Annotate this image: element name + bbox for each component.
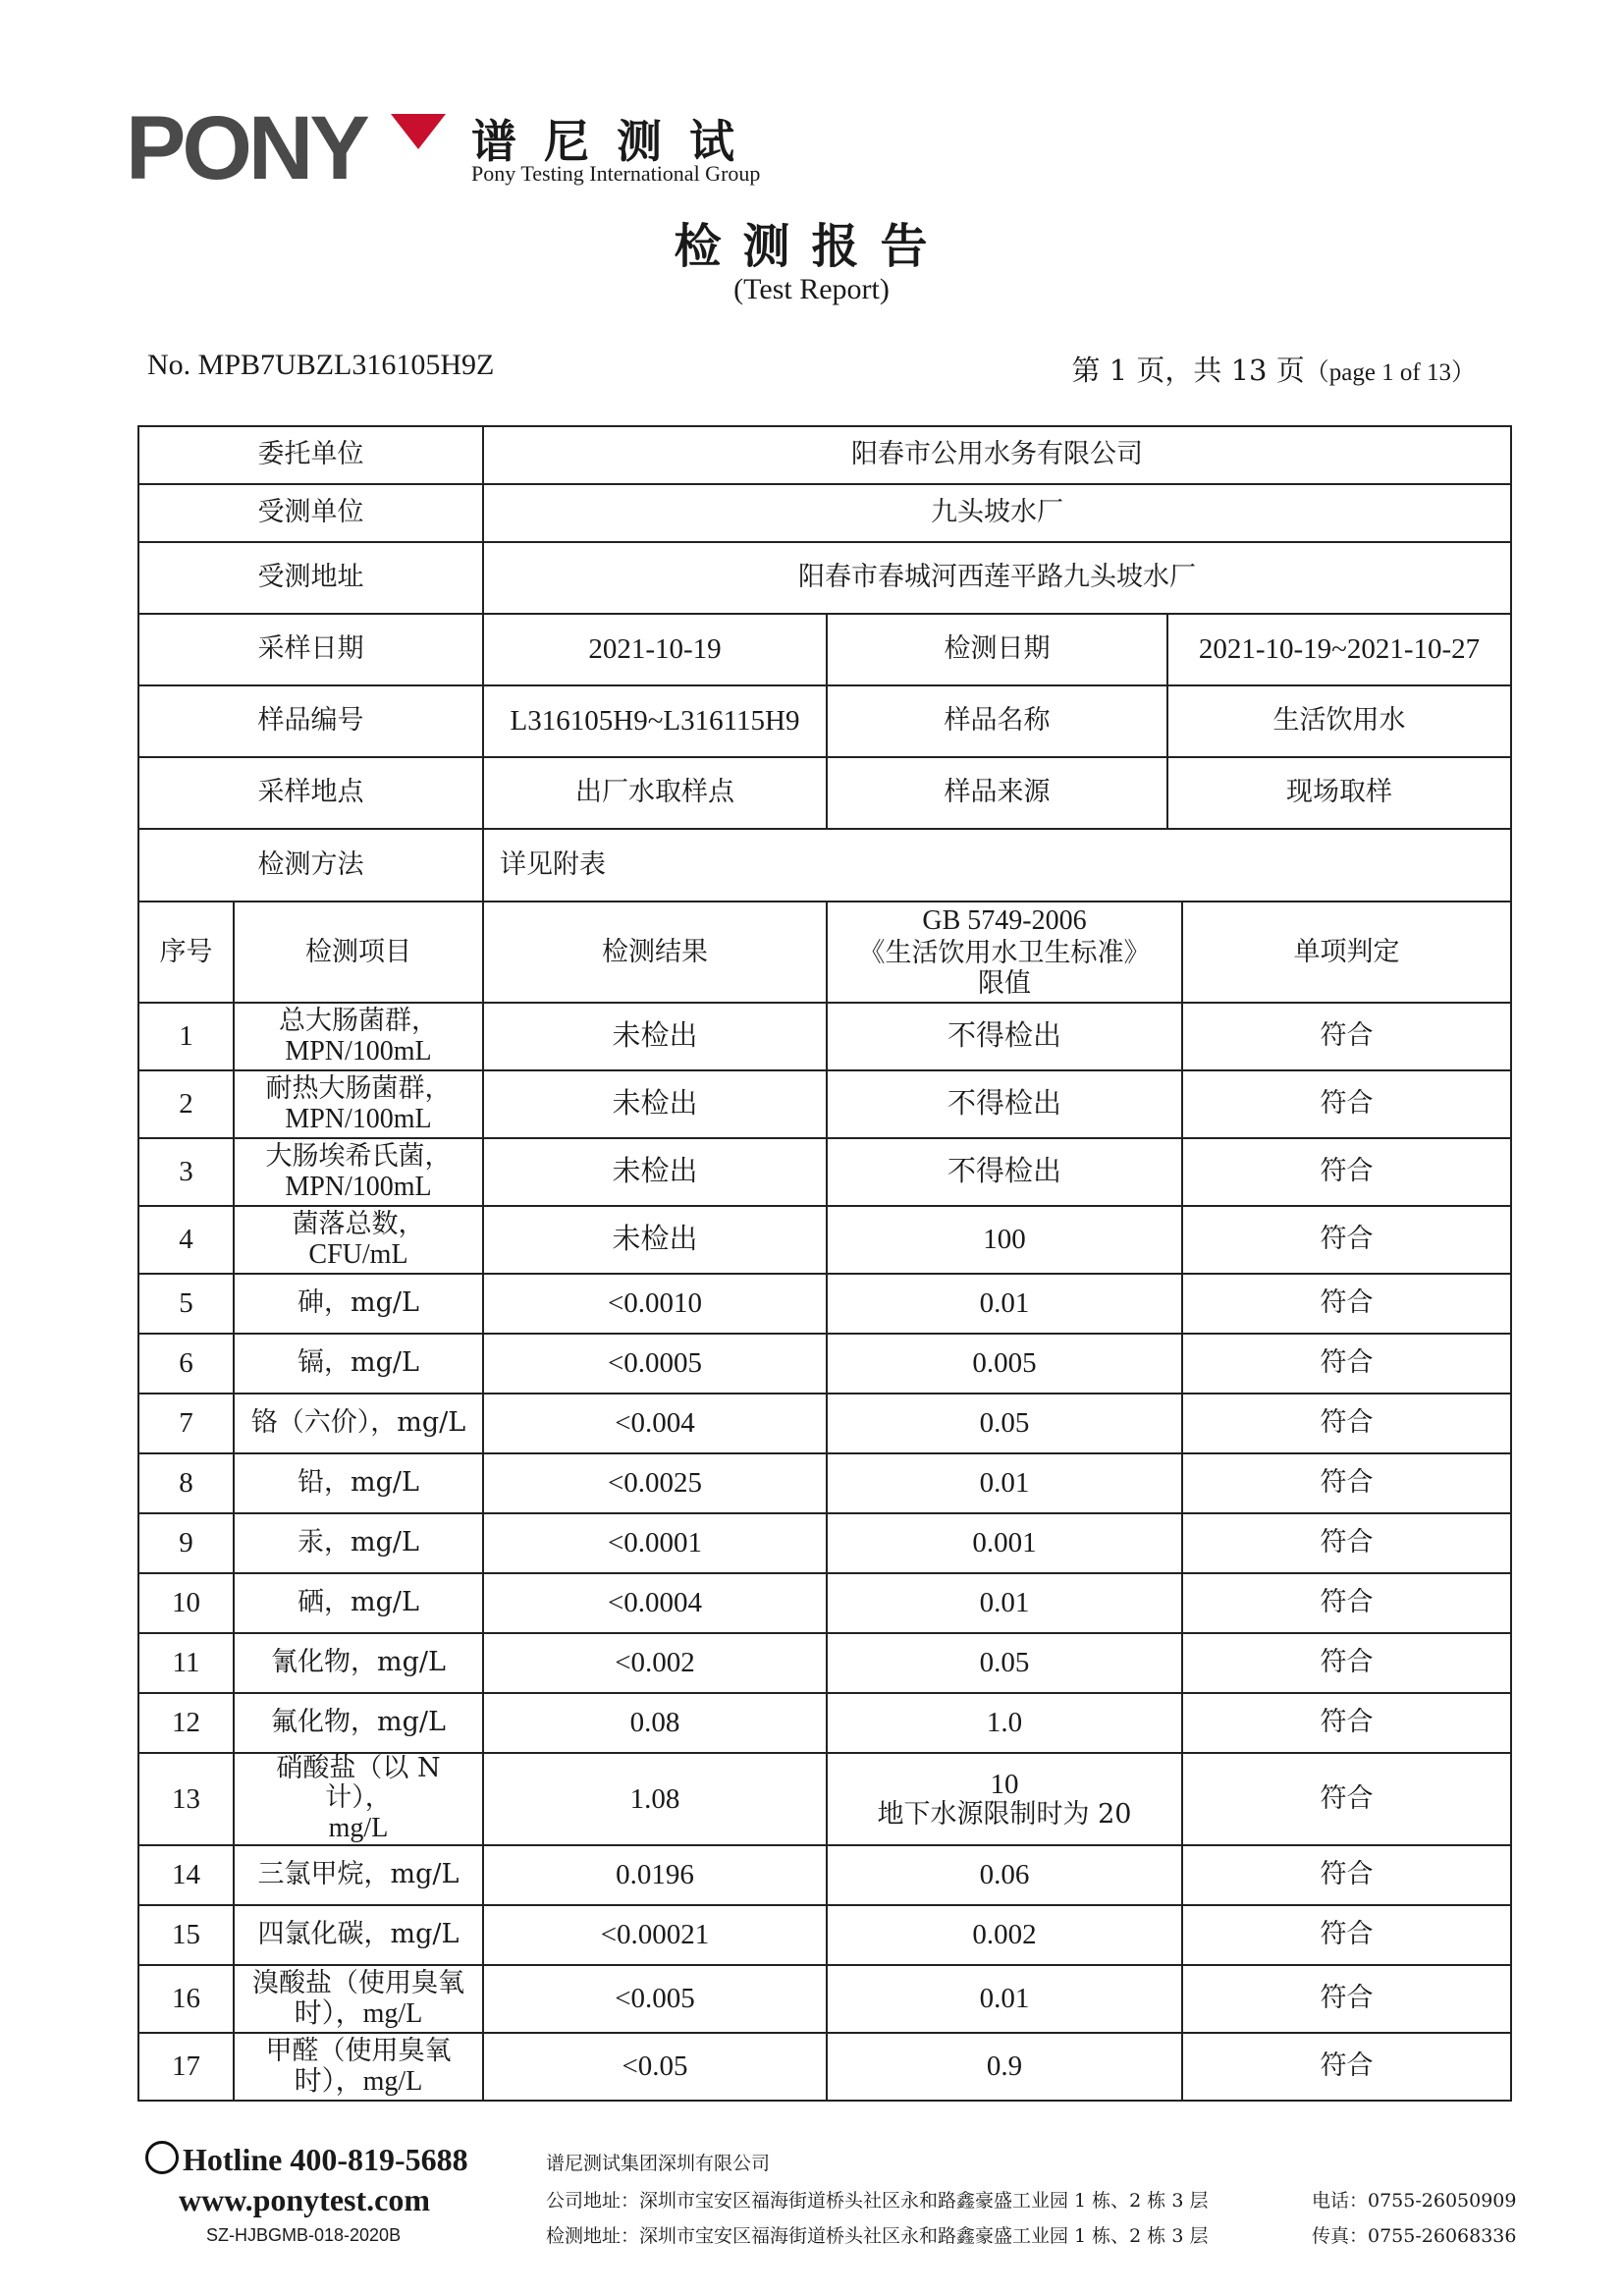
row-item-line1: 砷，mg/L bbox=[298, 1287, 419, 1319]
row-item-line1: 甲醛（使用臭氧 bbox=[265, 2035, 452, 2066]
row-result: <0.005 bbox=[483, 1965, 827, 2033]
col-header-limit bbox=[827, 902, 1182, 1003]
row-item-line1: 菌落总数， bbox=[292, 1208, 425, 1239]
row-number: 17 bbox=[138, 2033, 234, 2101]
table-row bbox=[138, 1070, 1511, 1138]
page-subtitle: (Test Report) bbox=[733, 273, 890, 305]
tested-unit-label: 受测单位 bbox=[138, 484, 483, 542]
row-result: 0.08 bbox=[483, 1693, 827, 1753]
table-row bbox=[138, 1905, 1511, 1965]
info-row-site bbox=[138, 757, 1511, 829]
row-item bbox=[234, 1513, 483, 1573]
col-header-item: 检测项目 bbox=[234, 902, 483, 1003]
row-item bbox=[234, 1206, 483, 1274]
table-row bbox=[138, 1965, 1511, 2033]
row-result: <0.0010 bbox=[483, 1274, 827, 1334]
row-limit-line1: 0.01 bbox=[979, 1467, 1030, 1500]
row-limit-line2: 地下水源限制时为 20 bbox=[877, 1799, 1132, 1831]
row-item-line1: 镉，mg/L bbox=[298, 1347, 419, 1379]
row-number: 13 bbox=[138, 1753, 234, 1845]
page-footer bbox=[0, 2141, 1623, 2259]
table-row bbox=[138, 1573, 1511, 1633]
row-result: <0.00021 bbox=[483, 1905, 827, 1965]
row-number: 12 bbox=[138, 1693, 234, 1753]
limit-standard-name: 《生活饮用水卫生标准》 bbox=[858, 937, 1151, 968]
limit-standard-code: GB 5749-2006 bbox=[922, 905, 1087, 937]
row-item-line2: 时），mg/L bbox=[294, 2065, 423, 2097]
page-counter-en: （page 1 of 13） bbox=[1304, 359, 1476, 386]
row-result: <0.0001 bbox=[483, 1513, 827, 1573]
table-row bbox=[138, 2033, 1511, 2101]
row-item bbox=[234, 1394, 483, 1453]
method-label: 检测方法 bbox=[138, 829, 483, 902]
sample-no-label: 样品编号 bbox=[138, 685, 483, 757]
row-limit-line1: 0.01 bbox=[979, 1587, 1030, 1619]
row-item bbox=[234, 1965, 483, 2033]
row-item bbox=[234, 1693, 483, 1753]
row-limit bbox=[827, 1965, 1182, 2033]
row-item-line1: 铅，mg/L bbox=[298, 1467, 419, 1499]
table-row bbox=[138, 1453, 1511, 1513]
table-row bbox=[138, 1206, 1511, 1274]
table-row bbox=[138, 1334, 1511, 1394]
row-judgement: 符合 bbox=[1182, 1753, 1511, 1845]
form-code: SZ-HJBGMB-018-2020B bbox=[206, 2225, 402, 2245]
row-limit-line1: 1.0 bbox=[986, 1707, 1023, 1739]
row-result: 未检出 bbox=[483, 1070, 827, 1138]
sample-info-table bbox=[137, 425, 1512, 902]
row-item-line1: 硒，mg/L bbox=[298, 1587, 419, 1618]
row-item-line1: 硝酸盐（以 N 计）， bbox=[276, 1753, 441, 1814]
row-result: 未检出 bbox=[483, 1138, 827, 1206]
info-row-dates bbox=[138, 614, 1511, 685]
row-judgement: 符合 bbox=[1182, 1394, 1511, 1453]
footer-test-address: 检测地址：深圳市宝安区福海街道桥头社区永和路鑫豪盛工业园 1 栋、2 栋 3 层 bbox=[546, 2225, 1209, 2247]
row-item bbox=[234, 1070, 483, 1138]
results-header-row bbox=[138, 902, 1511, 1003]
row-judgement: 符合 bbox=[1182, 1845, 1511, 1905]
col-header-result: 检测结果 bbox=[483, 902, 827, 1003]
row-limit bbox=[827, 1003, 1182, 1070]
row-limit-line1: 0.06 bbox=[979, 1859, 1030, 1891]
info-row-sample bbox=[138, 685, 1511, 757]
row-limit bbox=[827, 1753, 1182, 1845]
row-number: 11 bbox=[138, 1633, 234, 1693]
table-row bbox=[138, 1003, 1511, 1070]
client-label: 委托单位 bbox=[138, 426, 483, 484]
sample-source-label: 样品来源 bbox=[827, 757, 1167, 829]
row-item bbox=[234, 1905, 483, 1965]
row-item-line2: MPN/100mL bbox=[285, 1171, 432, 1202]
row-item-line1: 耐热大肠菌群， bbox=[265, 1072, 452, 1104]
row-judgement: 符合 bbox=[1182, 1334, 1511, 1394]
row-number: 7 bbox=[138, 1394, 234, 1453]
company-name-cn: 谱尼测试 bbox=[471, 115, 762, 168]
sample-no-value: L316105H9~L316115H9 bbox=[483, 685, 827, 757]
page-counter-cn: 第 1 页，共 13 页 bbox=[1071, 354, 1305, 387]
row-result: 1.08 bbox=[483, 1753, 827, 1845]
table-row bbox=[138, 1138, 1511, 1206]
row-result: <0.004 bbox=[483, 1394, 827, 1453]
row-item bbox=[234, 1753, 483, 1845]
row-limit bbox=[827, 1453, 1182, 1513]
row-result: 未检出 bbox=[483, 1206, 827, 1274]
info-row-method bbox=[138, 829, 1511, 902]
row-number: 5 bbox=[138, 1274, 234, 1334]
row-result: <0.05 bbox=[483, 2033, 827, 2101]
row-item bbox=[234, 1003, 483, 1070]
row-item-line1: 氟化物，mg/L bbox=[271, 1707, 446, 1738]
row-number: 15 bbox=[138, 1905, 234, 1965]
row-item bbox=[234, 2033, 483, 2101]
website-link[interactable]: www.ponytest.com bbox=[179, 2182, 430, 2217]
row-item-line1: 四氯化碳，mg/L bbox=[257, 1919, 460, 1950]
row-item bbox=[234, 1334, 483, 1394]
row-limit-line1: 不得检出 bbox=[947, 1156, 1061, 1188]
row-limit-line1: 不得检出 bbox=[947, 1020, 1061, 1053]
row-number: 1 bbox=[138, 1003, 234, 1070]
row-judgement: 符合 bbox=[1182, 1003, 1511, 1070]
row-limit-line1: 0.9 bbox=[986, 2050, 1023, 2083]
row-limit-line1: 0.01 bbox=[979, 1983, 1030, 2015]
row-item bbox=[234, 1845, 483, 1905]
results-body bbox=[138, 1003, 1511, 2101]
row-limit bbox=[827, 1394, 1182, 1453]
row-judgement: 符合 bbox=[1182, 1573, 1511, 1633]
row-result: <0.002 bbox=[483, 1633, 827, 1693]
test-date-label: 检测日期 bbox=[827, 614, 1167, 685]
row-item-line1: 铬（六价），mg/L bbox=[250, 1407, 466, 1439]
row-limit-line1: 10 bbox=[990, 1768, 1019, 1800]
footer-fax: 传真：0755-26068336 bbox=[1312, 2225, 1517, 2247]
company-name-en: Pony Testing International Group bbox=[471, 161, 761, 186]
row-result: <0.0025 bbox=[483, 1453, 827, 1513]
row-item-line2: MPN/100mL bbox=[285, 1035, 432, 1066]
row-limit bbox=[827, 1693, 1182, 1753]
col-header-judgement: 单项判定 bbox=[1182, 902, 1511, 1003]
table-row bbox=[138, 1753, 1511, 1845]
row-judgement: 符合 bbox=[1182, 1693, 1511, 1753]
row-judgement: 符合 bbox=[1182, 1070, 1511, 1138]
sample-name-label: 样品名称 bbox=[827, 685, 1167, 757]
row-limit bbox=[827, 1633, 1182, 1693]
address-value: 阳春市春城河西莲平路九头坡水厂 bbox=[483, 542, 1511, 614]
row-item-line1: 氰化物，mg/L bbox=[271, 1647, 446, 1678]
page-counter bbox=[1071, 349, 1476, 389]
row-number: 3 bbox=[138, 1138, 234, 1206]
row-limit bbox=[827, 1070, 1182, 1138]
row-number: 14 bbox=[138, 1845, 234, 1905]
tested-unit-value: 九头坡水厂 bbox=[483, 484, 1511, 542]
row-limit-line1: 0.001 bbox=[972, 1527, 1037, 1559]
row-item-line1: 大肠埃希氏菌， bbox=[265, 1140, 452, 1172]
row-limit bbox=[827, 2033, 1182, 2101]
results-table bbox=[137, 901, 1512, 2102]
row-number: 9 bbox=[138, 1513, 234, 1573]
row-limit bbox=[827, 1206, 1182, 1274]
row-result: <0.0004 bbox=[483, 1573, 827, 1633]
row-number: 16 bbox=[138, 1965, 234, 2033]
info-row-client bbox=[138, 426, 1511, 484]
row-limit-line1: 0.002 bbox=[972, 1919, 1037, 1951]
phone-icon bbox=[145, 2141, 179, 2174]
row-number: 4 bbox=[138, 1206, 234, 1274]
row-limit bbox=[827, 1138, 1182, 1206]
row-limit bbox=[827, 1274, 1182, 1334]
info-row-address bbox=[138, 542, 1511, 614]
sample-name-value: 生活饮用水 bbox=[1167, 685, 1511, 757]
limit-standard-value-label: 限值 bbox=[978, 967, 1031, 999]
method-value: 详见附表 bbox=[483, 829, 1511, 902]
row-item bbox=[234, 1138, 483, 1206]
row-limit-line1: 0.05 bbox=[979, 1407, 1030, 1440]
info-row-tested-unit bbox=[138, 484, 1511, 542]
row-number: 10 bbox=[138, 1573, 234, 1633]
row-item-line2: CFU/mL bbox=[308, 1238, 408, 1270]
table-row bbox=[138, 1693, 1511, 1753]
test-date-value: 2021-10-19~2021-10-27 bbox=[1167, 614, 1511, 685]
sampling-date-value: 2021-10-19 bbox=[483, 614, 827, 685]
row-judgement: 符合 bbox=[1182, 1274, 1511, 1334]
sampling-site-label: 采样地点 bbox=[138, 757, 483, 829]
row-result: 未检出 bbox=[483, 1003, 827, 1070]
logo-wordmark: PONY bbox=[126, 108, 366, 187]
client-value: 阳春市公用水务有限公司 bbox=[483, 426, 1511, 484]
row-number: 2 bbox=[138, 1070, 234, 1138]
row-limit bbox=[827, 1513, 1182, 1573]
page-title: 检测报告 bbox=[674, 219, 949, 274]
row-judgement: 符合 bbox=[1182, 2033, 1511, 2101]
footer-company: 谱尼测试集团深圳有限公司 bbox=[546, 2153, 771, 2174]
hotline-text: Hotline 400-819-5688 bbox=[183, 2142, 468, 2177]
row-limit-line1: 100 bbox=[983, 1224, 1026, 1256]
row-result: <0.0005 bbox=[483, 1334, 827, 1394]
row-item-line1: 三氯甲烷，mg/L bbox=[257, 1859, 460, 1890]
row-limit bbox=[827, 1573, 1182, 1633]
row-limit bbox=[827, 1334, 1182, 1394]
table-row bbox=[138, 1513, 1511, 1573]
row-item-line1: 总大肠菌群， bbox=[279, 1005, 438, 1036]
row-limit-line1: 0.01 bbox=[979, 1287, 1030, 1320]
row-limit bbox=[827, 1905, 1182, 1965]
row-limit-line1: 0.005 bbox=[972, 1347, 1037, 1380]
row-judgement: 符合 bbox=[1182, 1138, 1511, 1206]
row-item bbox=[234, 1573, 483, 1633]
row-limit-line1: 不得检出 bbox=[947, 1088, 1061, 1121]
table-row bbox=[138, 1633, 1511, 1693]
footer-tel: 电话：0755-26050909 bbox=[1312, 2190, 1517, 2212]
sampling-date-label: 采样日期 bbox=[138, 614, 483, 685]
row-item bbox=[234, 1274, 483, 1334]
row-item bbox=[234, 1633, 483, 1693]
row-number: 6 bbox=[138, 1334, 234, 1394]
row-item-line2: MPN/100mL bbox=[285, 1103, 432, 1134]
footer-company-address: 公司地址：深圳市宝安区福海街道桥头社区永和路鑫豪盛工业园 1 栋、2 栋 3 层 bbox=[546, 2190, 1209, 2212]
hotline bbox=[145, 2141, 468, 2178]
row-judgement: 符合 bbox=[1182, 1513, 1511, 1573]
report-number: No. MPB7UBZL316105H9Z bbox=[147, 349, 495, 381]
row-limit-line1: 0.05 bbox=[979, 1647, 1030, 1679]
row-item-line2: 时），mg/L bbox=[294, 1997, 423, 2029]
row-judgement: 符合 bbox=[1182, 1633, 1511, 1693]
row-number: 8 bbox=[138, 1453, 234, 1513]
row-judgement: 符合 bbox=[1182, 1206, 1511, 1274]
row-result: 0.0196 bbox=[483, 1845, 827, 1905]
pony-logo-icon bbox=[126, 108, 450, 187]
sampling-site-value: 出厂水取样点 bbox=[483, 757, 827, 829]
row-item-line1: 汞，mg/L bbox=[298, 1527, 419, 1558]
col-header-no: 序号 bbox=[138, 902, 234, 1003]
sample-source-value: 现场取样 bbox=[1167, 757, 1511, 829]
row-judgement: 符合 bbox=[1182, 1905, 1511, 1965]
row-limit bbox=[827, 1845, 1182, 1905]
row-judgement: 符合 bbox=[1182, 1453, 1511, 1513]
row-judgement: 符合 bbox=[1182, 1965, 1511, 2033]
table-row bbox=[138, 1274, 1511, 1334]
address-label: 受测地址 bbox=[138, 542, 483, 614]
table-row bbox=[138, 1845, 1511, 1905]
row-item-line2: mg/L bbox=[328, 1813, 389, 1844]
row-item bbox=[234, 1453, 483, 1513]
row-item-line1: 溴酸盐（使用臭氧 bbox=[252, 1967, 464, 1998]
table-row bbox=[138, 1394, 1511, 1453]
